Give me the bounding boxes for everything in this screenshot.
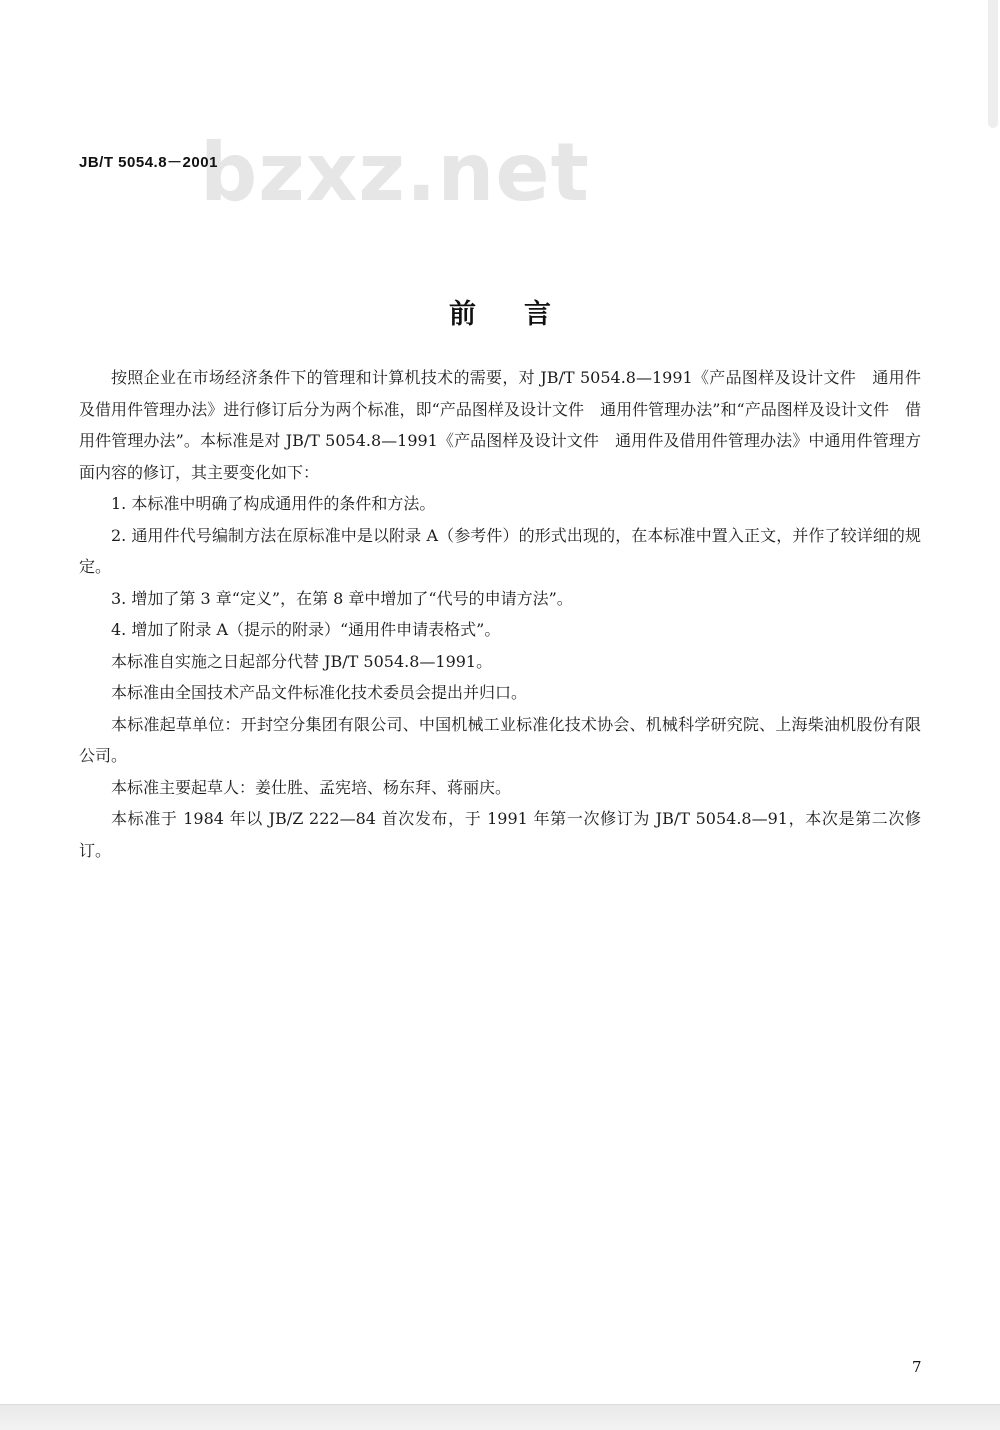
paragraph-proposer: 本标准由全国技术产品文件标准化技术委员会提出并归口。: [111, 683, 528, 702]
preface-body: [79, 362, 921, 866]
watermark: bzxz.net: [200, 126, 590, 219]
page-number: 7: [912, 1358, 922, 1376]
viewer-bottom-bar: [0, 1404, 1000, 1430]
paragraph-change-4: 4. 增加了附录 A（提示的附录）“通用件申请表格式”。: [111, 620, 501, 639]
paragraph-change-1: 1. 本标准中明确了构成通用件的条件和方法。: [111, 494, 436, 513]
page-title: 前言: [449, 299, 599, 330]
document-code: JB/T 5054.8－2001: [79, 154, 218, 171]
paragraph-history: 本标准于 1984 年以 JB/Z 222—84 首次发布，于 1991 年第一次修订为 JB/T 5054.8—91，本次是第二次修订。: [79, 809, 921, 860]
paragraph-intro: 按照企业在市场经济条件下的管理和计算机技术的需要，对 JB/T 5054.8—1991《产品图样及设计文件 通用件及借用件管理办法》进行修订后分为两个标准，即“产品图样及设计文件 通用件管理办法”和“产品图样及设计文件 借用件管理办法”。本标准是对 JB/T 5054.8—1991《产品图样及设计文件 通用件及借用件管理办法》中通用件管理方面内容的修订，其主要变化如下：: [79, 368, 921, 482]
paragraph-drafters: 本标准主要起草人：姜仕胜、孟宪培、杨东拜、蒋丽庆。: [111, 777, 512, 797]
paragraph-drafting-units: 本标准起草单位：开封空分集团有限公司、中国机械工业标准化技术协会、机械科学研究院、上海柴油机股份有限公司。: [79, 714, 921, 765]
paragraph-change-2: 2. 通用件代号编制方法在原标准中是以附录 A（参考件）的形式出现的，在本标准中置入正文，并作了较详细的规定。: [79, 525, 921, 576]
scrollbar-thumb[interactable]: [988, 0, 998, 128]
paragraph-replacement: 本标准自实施之日起部分代替 JB/T 5054.8—1991。: [111, 651, 493, 671]
paragraph-change-3: 3. 增加了第 3 章“定义”，在第 8 章中增加了“代号的申请方法”。: [111, 588, 573, 608]
